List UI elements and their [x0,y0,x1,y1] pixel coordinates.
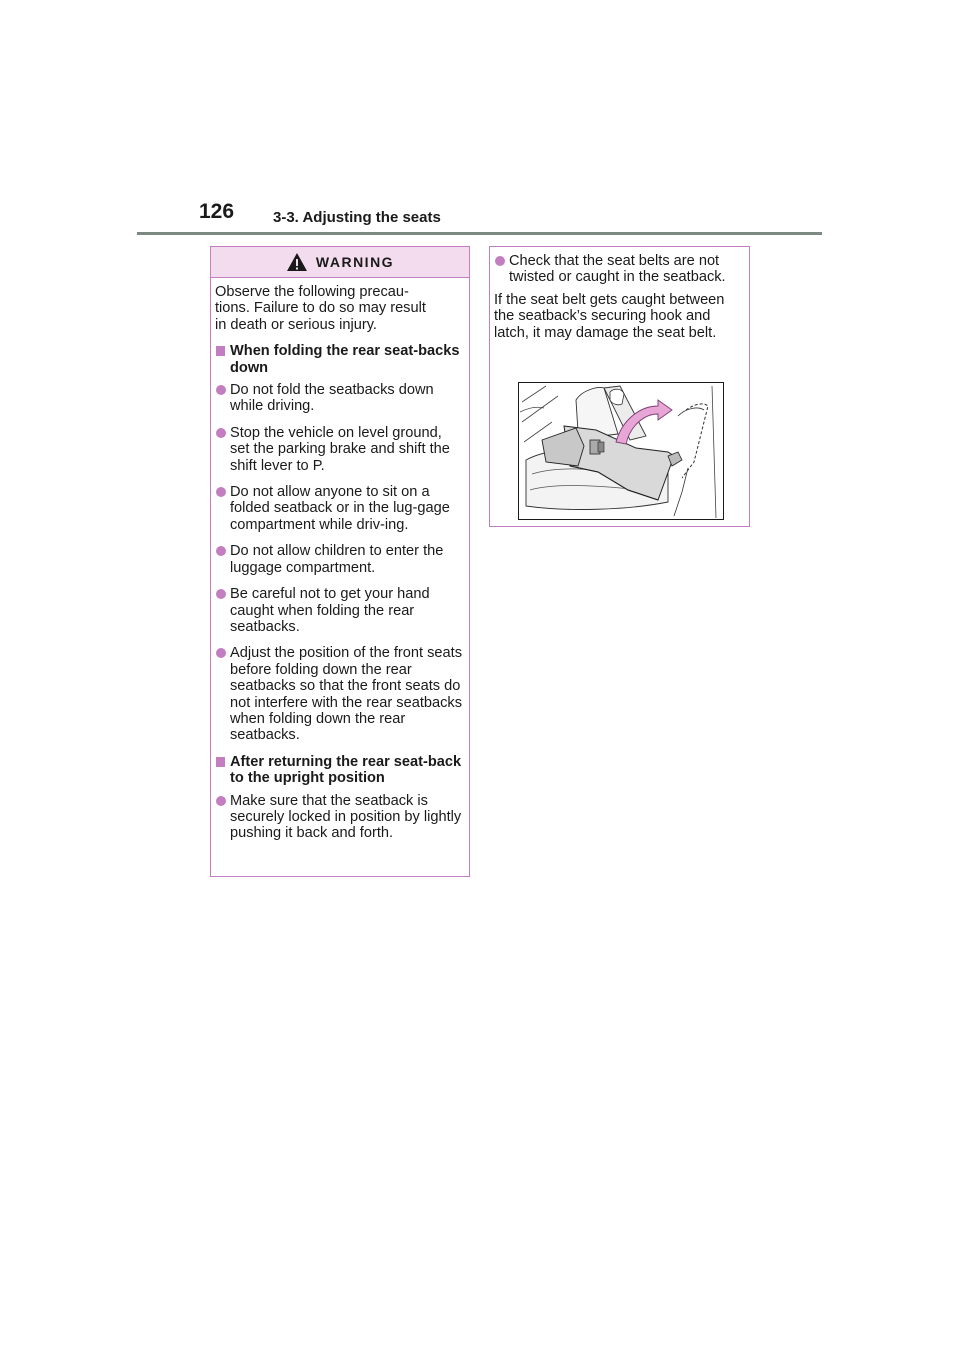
header-rule [137,232,822,235]
round-bullet-icon [495,256,505,266]
list-item [494,253,745,286]
list-item-text: Do not allow children to enter the luggage compartment. [230,543,444,576]
list-item-text: Stop the vehicle on level ground, set the parking brake and shift the shift lever to P. [230,424,450,474]
warning-intro-line: tions. Failure to do so may result [215,300,426,317]
list-item [215,793,465,842]
list-item [215,382,465,415]
square-bullet-icon [216,757,225,767]
list-item-text: Adjust the position of the front seats before folding down the rear seatbacks so that the front seats do not interfere with the rear seatbacks when folding down the rear seatbacks. [230,645,463,744]
warning-header [211,247,469,278]
list-item-text: Be careful not to get your hand caught when folding the rear seatbacks. [230,586,430,635]
list-item-text: Make sure that the seatback is securely locked in position by lightly pushing it back and forth. [230,792,462,842]
round-bullet-icon [216,385,226,395]
seatback-illustration [518,382,724,520]
warning-continued-box [489,246,750,527]
warning-intro-line: in death or serious injury. [215,316,377,333]
page-number: 126 [199,200,235,223]
list-item-text: Do not allow anyone to sit on a folded seatback or in the lug-gage compartment while driv-ing. [230,484,450,533]
round-bullet-icon [216,546,226,556]
warning-intro-line: Observe the following precau- [215,284,409,300]
section-heading [215,343,465,376]
folding-seatback-illustration [518,382,724,520]
square-bullet-icon [216,346,225,356]
list-item [215,586,465,635]
section-heading [215,754,465,787]
list-item [215,484,465,533]
round-bullet-icon [216,589,226,599]
round-bullet-icon [216,796,226,806]
section-heading-text: After returning the rear seat-back to the upright position [230,753,462,787]
list-item [215,543,465,576]
warning-triangle-icon [286,252,308,272]
list-item [215,645,465,743]
section-heading-text: When folding the rear seat-backs down [230,343,460,376]
round-bullet-icon [216,428,226,438]
list-item-text: Do not fold the seatbacks down while driving. [230,382,434,415]
round-bullet-icon [216,487,226,497]
round-bullet-icon [216,648,226,658]
list-item [215,425,465,474]
warning-title: WARNING [315,254,395,270]
warning-box [210,246,470,877]
seat-belt-note: If the seat belt gets caught between the seatback’s securing hook and latch, it may damage the seat belt. [494,291,725,341]
warning-intro [215,284,465,333]
section-title: 3-3. Adjusting the seats [273,209,441,226]
list-item-text: Check that the seat belts are not twisted or caught in the seatback. [509,253,726,286]
